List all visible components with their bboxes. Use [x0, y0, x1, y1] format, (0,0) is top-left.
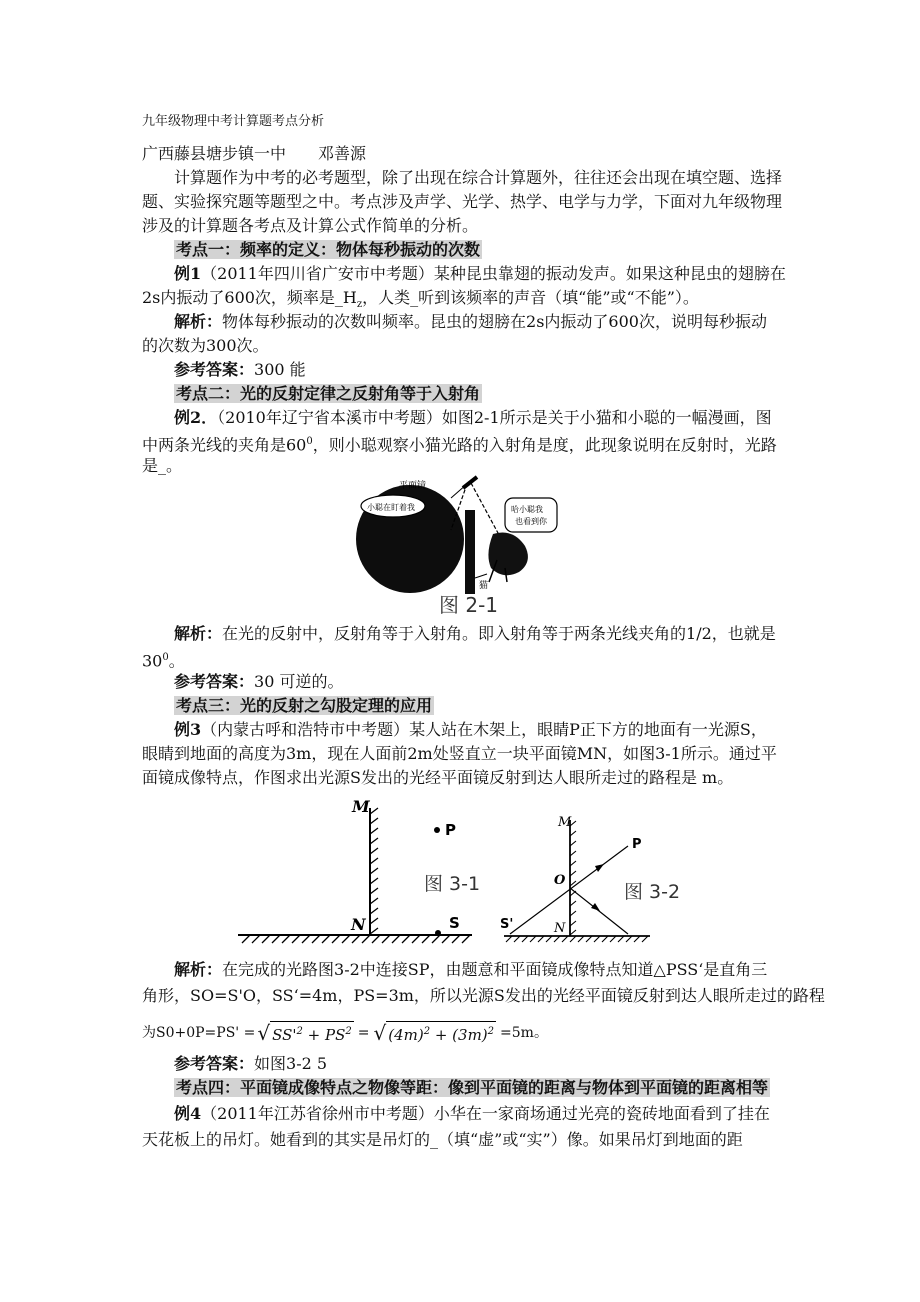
example-3-line-1: 例3（内蒙古呼和浩特市中考题）某人站在木架上，眼睛P正下方的地面有一光源S，	[174, 720, 767, 739]
mirror-hatching-2	[570, 821, 576, 935]
example-1-line-1: 例1（2011年四川省广安市中考题）某种昆虫靠翅的振动发声。如果这种昆虫的翅膀在	[174, 264, 786, 283]
example-4-line-1: 例4（2011年江苏省徐州市中考题）小华在一家商场通过光亮的瓷砖地面看到了挂在	[174, 1104, 770, 1123]
intro-line-2: 题、实验探究题等题型之中。考点涉及声学、光学、热学、电学与力学，下面对九年级物理	[142, 192, 783, 211]
label-s: S	[449, 914, 460, 932]
doc-author: 广西藤县塘步镇一中 邓善源	[142, 144, 367, 163]
intro-line-3: 涉及的计算题各考点及计算公式作简单的分析。	[142, 216, 479, 235]
sqrt-radicand-1: $SS'^2 + PS^2$	[270, 1021, 354, 1045]
label-n: N	[351, 915, 366, 934]
figure-3-2	[500, 808, 692, 944]
label-p-2: P	[632, 837, 642, 852]
label-n-2: N	[554, 921, 566, 936]
fig-label-mirror: 平面镜	[399, 481, 427, 491]
ground-hatching-2	[506, 936, 648, 942]
figure-3-2-caption: 图 3-2	[624, 881, 681, 903]
sqrt-sign-1: √	[257, 1021, 271, 1045]
wall-bar	[465, 510, 475, 594]
example-2-line-1: 例2．（2010年辽宁省本溪市中考题）如图2-1所示是关于小猫和小聪的一幅漫画，图	[174, 408, 772, 427]
analysis-2-line-1: 解析：在光的反射中，反射角等于入射角。即入射角等于两条光线夹角的1/2，也就是	[174, 624, 776, 643]
point-p-dot	[434, 827, 440, 833]
doc-title: 九年级物理中考计算题考点分析	[142, 114, 325, 129]
figure-3-1	[238, 792, 481, 944]
sqrt-radicand-2: $(4m)^2 + (3m)^2$	[386, 1021, 496, 1045]
ground-hatching	[242, 935, 470, 943]
answer-1: 参考答案：300 能	[174, 360, 306, 379]
equation-result: =5m。	[500, 1025, 548, 1041]
cat-label-leader	[475, 574, 487, 578]
fig-label-cat: 猫	[479, 581, 489, 591]
figure-2-1	[355, 474, 565, 616]
example-3-line-3: 面镜成像特点，作图求出光源S发出的光经平面镜反射到达人眼所走过的路程是 m。	[142, 768, 734, 787]
label-m-2: M	[558, 815, 572, 830]
section-heading-3: 考点三：光的反射之勾股定理的应用	[176, 696, 433, 715]
label-p: P	[445, 821, 456, 839]
section-heading-1: 考点一：频率的定义：物体每秒振动的次数	[176, 240, 481, 259]
fig-label-boy: 小聪在盯着我	[367, 503, 415, 512]
label-o: O	[554, 873, 566, 888]
example-2-line-2: 中两条光线的夹角是$60^0$，则小聪观察小猫光路的入射角是度，此现象说明在反射时，光路	[142, 435, 777, 455]
reflected-ray-arrow	[595, 864, 604, 872]
figure-2-1-caption: 图 2-1	[439, 593, 499, 617]
incident-ray	[570, 888, 628, 934]
analysis-2-line-2: $30^0$。	[142, 651, 185, 671]
answer-3: 参考答案：如图3-2 5	[174, 1054, 328, 1073]
figure-3-1-caption: 图 3-1	[424, 873, 481, 895]
point-s-dot	[435, 930, 441, 936]
cat-speech-bubble	[505, 498, 557, 532]
example-1-line-2: 2s内振动了600次，频率是$\_H_z$，人类_听到该频率的声音（填“能”或“不能”）。	[142, 288, 699, 311]
mirror-plate	[463, 477, 477, 488]
fig-label-cat-2: 也看到你	[515, 517, 547, 526]
analysis-3-line-2: 角形，SO=S'O，SS‘=4m，PS=3m，所以光源S发出的光经平面镜反射到达人眼所走过的路程	[142, 986, 825, 1005]
equation-prefix: 为S0+0P=PS' =	[142, 1025, 256, 1041]
example-3-line-2: 眼睛到地面的高度为3m，现在人面前2m处竖直立一块平面镜MN，如图3-1所示。通过平	[142, 744, 777, 763]
section-heading-2: 考点二：光的反射定律之反射角等于入射角	[176, 384, 481, 403]
mirror-hatching	[370, 808, 378, 934]
analysis-1-line-2: 的次数为300次。	[142, 336, 269, 355]
incident-ray-arrow	[591, 903, 600, 911]
label-s-prime: S'	[500, 917, 514, 932]
example-4-line-2: 天花板上的吊灯。她看到的其实是吊灯的_（填“虚”或“实”）像。如果吊灯到地面的距	[142, 1130, 743, 1149]
equation-line	[142, 1018, 548, 1048]
analysis-3-line-1: 解析：在完成的光路图3-2中连接SP，由题意和平面镜成像特点知道△PSS‘是直角三	[174, 960, 768, 979]
sqrt-sign-2: √	[373, 1021, 387, 1045]
label-m: M	[352, 797, 370, 816]
example-2-line-3: 是_。	[142, 456, 183, 475]
answer-2: 参考答案：30 可逆的。	[174, 672, 344, 691]
fig-label-cat-1: 哈小聪我	[511, 505, 543, 514]
virtual-ray	[510, 846, 628, 934]
equation-equals: =	[357, 1025, 370, 1041]
section-heading-4: 考点四：平面镜成像特点之物像等距：像到平面镜的距离与物体到平面镜的距离相等	[176, 1078, 769, 1097]
analysis-1-line-1: 解析：物体每秒振动的次数叫频率。昆虫的翅膀在2s内振动了600次，说明每秒振动	[174, 312, 767, 331]
intro-line-1: 计算题作为中考的必考题型，除了出现在综合计算题外，往往还会出现在填空题、选择	[174, 168, 783, 187]
